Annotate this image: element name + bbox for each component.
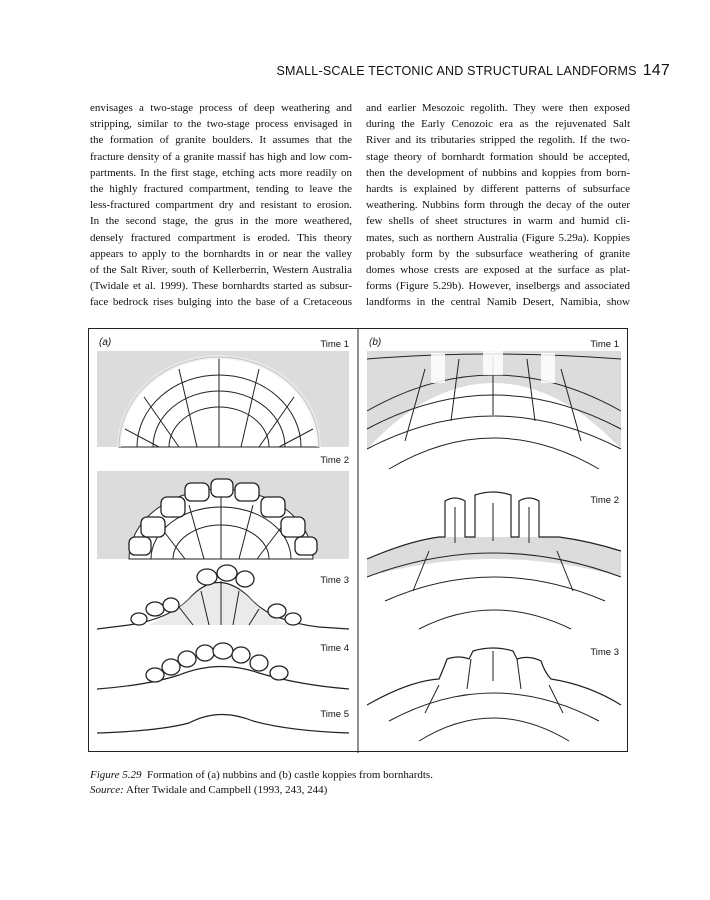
text-line: then the development of nubbins and koppies from born- (366, 166, 630, 179)
panel-b-label: (b) (369, 337, 382, 348)
panel-a-time2-label: Time 2 (320, 455, 349, 466)
panel-a-time3-label: Time 3 (320, 575, 349, 586)
panel-a-time1-label: Time 1 (320, 339, 349, 350)
source-text: After Twidale and Campbell (1993, 243, 244) (125, 783, 328, 796)
figure-reference: Figure 5.29 (90, 769, 142, 781)
text-line: landforms in the central Namib Desert, Namibia, show (366, 296, 630, 309)
text-line: stripping, similar to the two-stage process envisaged in (90, 118, 352, 131)
text-line: hardts is explained by different patterns of subsurface (366, 183, 630, 196)
panel-a-label: (a) (99, 337, 112, 348)
text-line: appears to apply to the bornhardts in or near the valley (90, 247, 352, 260)
chapter-title: SMALL-SCALE TECTONIC AND STRUCTURAL LANDFORMS (276, 64, 637, 78)
figure-caption (90, 768, 650, 797)
text-line: during the Early Cenozoic era as the rejuvenated Salt (366, 118, 630, 131)
panel-b-time1-diagram (367, 351, 621, 469)
panel-a-time1-diagram (97, 351, 349, 447)
figure-illustration (89, 329, 629, 753)
text-line: less-fractured compartment dry and resistant to erosion. (90, 199, 352, 212)
panel-b-time1-label: Time 1 (590, 339, 619, 350)
caption-line (90, 768, 650, 783)
text-line: (Twidale et al. 1999). These bornhardts started as subsur- (90, 280, 352, 293)
text-line: partments. In the first stage, etching acts more readily on (90, 166, 352, 179)
text-line: and earlier Mesozoic regolith. They were then exposed (366, 102, 630, 114)
text-line: the formation of granite boulders. It assumes that the (90, 134, 352, 147)
text-line: weathering. Nubbins form through the decay of the outer (366, 199, 630, 212)
text-line: River and its tributaries stripped the regolith. If the two- (366, 134, 630, 147)
text-line: the highly fractured compartment, tending to leave the (90, 183, 352, 196)
panel-b-time3-diagram (367, 648, 621, 741)
running-head (270, 62, 670, 80)
source-label: Source: (90, 783, 124, 796)
panel-b-time2-diagram (367, 492, 621, 629)
text-line: densely fractured compartment is eroded. This theory (90, 231, 352, 244)
panel-a-time3-diagram (97, 565, 349, 629)
text-line: In the second stage, the grus in the more weathered, (90, 215, 352, 228)
text-line: fracture density of a granite massif has high and low com- (90, 150, 352, 163)
figure-5-29 (88, 328, 628, 752)
text-line: envisages a two-stage process of deep weathering and (90, 102, 352, 114)
panel-a-time5-diagram (97, 714, 349, 733)
panel-a-time4-diagram (97, 643, 349, 689)
panel-a-time2-diagram (97, 471, 349, 559)
text-line: mates, such as northern Australia (Figure 5.29a). Koppies (366, 231, 630, 244)
panel-a-time5-label: Time 5 (320, 709, 349, 720)
page-number: 147 (642, 62, 670, 79)
text-line: of the Salt River, south of Kellerberrin, Western Australia (90, 264, 352, 277)
text-line: probably form by the subsurface weathering of granite (366, 247, 630, 260)
text-line: stage theory of bornhardt formation should be accepted, (366, 150, 630, 163)
caption-text: Formation of (a) nubbins and (b) castle koppies from bornhardts. (147, 769, 433, 781)
text-line: few shells of sheet structures in warm and humid cli- (366, 215, 630, 228)
text-line: forms (Figure 5.29b). However, inselbergs and associated (366, 280, 630, 293)
right-column (366, 100, 630, 311)
text-line: face bedrock rises bulging into the base of a Cretaceous (90, 296, 352, 309)
panel-b-time2-label: Time 2 (590, 495, 619, 506)
panel-b-time3-label: Time 3 (590, 647, 619, 658)
text-line: domes whose crests are exposed at the surface as plat- (366, 264, 630, 277)
left-column (90, 100, 352, 311)
source-line (90, 783, 650, 798)
panel-a-time4-label: Time 4 (320, 643, 349, 654)
